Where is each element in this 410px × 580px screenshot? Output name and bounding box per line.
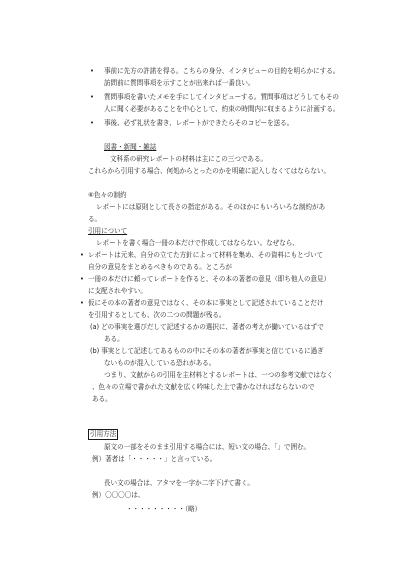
bullet-1-line-2: 訪問前に質問事項を示すことが出来れば一番良い。 xyxy=(104,79,255,87)
bullet-marker: • xyxy=(80,251,84,259)
bullet-2-line-2: 人に聞く必要があることを中心として、約束の時間内に収まるように計画する。 xyxy=(104,105,340,113)
citation-line-5: に支配されやすい。 xyxy=(88,287,147,295)
citation-line-3: 自分の意見をまとめるべきものである。ところが xyxy=(88,263,232,271)
method-line-3: 長い文の場合は、アタマを一字か二字下げて書く。 xyxy=(104,479,254,487)
citation-line-9: ある。 xyxy=(104,335,124,343)
citation-line-11: ないものが混入している恐れがある。 xyxy=(104,359,216,367)
books-line-1: 文科系の研究レポートの材料は主にこの三つである。 xyxy=(110,155,268,163)
bullet-marker: • xyxy=(90,67,94,75)
method-line-2: 例）著者は「・・・・・」と言っている。 xyxy=(92,455,217,463)
bullet-3-line-1: 事後、必ず礼状を書き、レポートができたらそのコピーを送る。 xyxy=(104,119,294,127)
limits-line-2: る。 xyxy=(88,215,102,223)
section-heading-citation: 引用について xyxy=(88,227,128,235)
citation-line-10: (b) 事実として記述してあるものの中にその本の著者が事実と信じているに過ぎ xyxy=(90,347,324,355)
limits-line-1: レポートには原則として長さの指定がある。そのほかにもいろいろな制約があ xyxy=(96,203,326,211)
section-heading-books: 図書・新聞・雑誌 xyxy=(104,143,157,151)
bullet-marker: • xyxy=(90,93,94,101)
method-line-1: 原文の一部をそのまま引用する場合には、短い文の場合、「」で囲む。 xyxy=(104,443,311,451)
citation-line-2: レポートは元来、自分の立てた方針によって材料を集め、その資料にもとづいて xyxy=(88,251,324,259)
section-heading-limits: ⑥色々の制約 xyxy=(88,191,127,199)
bullet-marker: • xyxy=(80,299,84,307)
citation-line-12: つまり、文献からの引用を主材料とするレポートは、一つの参考文献ではなく xyxy=(104,371,334,379)
section-heading-method: 引用方法 xyxy=(90,430,117,438)
bullet-marker: • xyxy=(90,119,94,127)
bullet-marker: • xyxy=(80,275,84,283)
citation-line-7: を引用するとしても、次の二つの問題が残る。 xyxy=(88,311,226,319)
books-line-2: これらから引用する場合、何処からとったのかを明確に記入しなくてはならない。 xyxy=(88,167,330,175)
citation-line-6: 仮にその本の著者の意見ではなく、その本に事実として記述されていることだけ xyxy=(88,299,324,307)
citation-line-8: (a) どの事実を選びだして記述するかの選択に、著者の考えが働いているはずで xyxy=(90,323,324,331)
bullet-1-line-1: 事前に先方の許諾を得る。こちらの身分、インタビューの目的を明らかにする。 xyxy=(104,67,340,75)
citation-line-1: レポートを書く場合一冊の本だけで作成してはならない。なぜなら、 xyxy=(96,239,299,247)
citation-line-14: ある。 xyxy=(92,395,112,403)
method-line-4: 例）〇〇〇〇は、 xyxy=(92,491,145,499)
citation-line-13: 、色々の立場で書かれた文献を広く吟味した上で書かなければならないので xyxy=(92,383,315,391)
citation-line-4: 一冊の本だけに頼ってレポートを作ると、その本の著者の意見（即ち他人の意見） xyxy=(88,275,331,283)
bullet-2-line-1: 質問事項を書いたメモを手にしてインタビューする。質問事項はどうしてもその xyxy=(104,93,339,101)
method-line-5: ・・・・・・・・・（略） xyxy=(126,505,202,513)
